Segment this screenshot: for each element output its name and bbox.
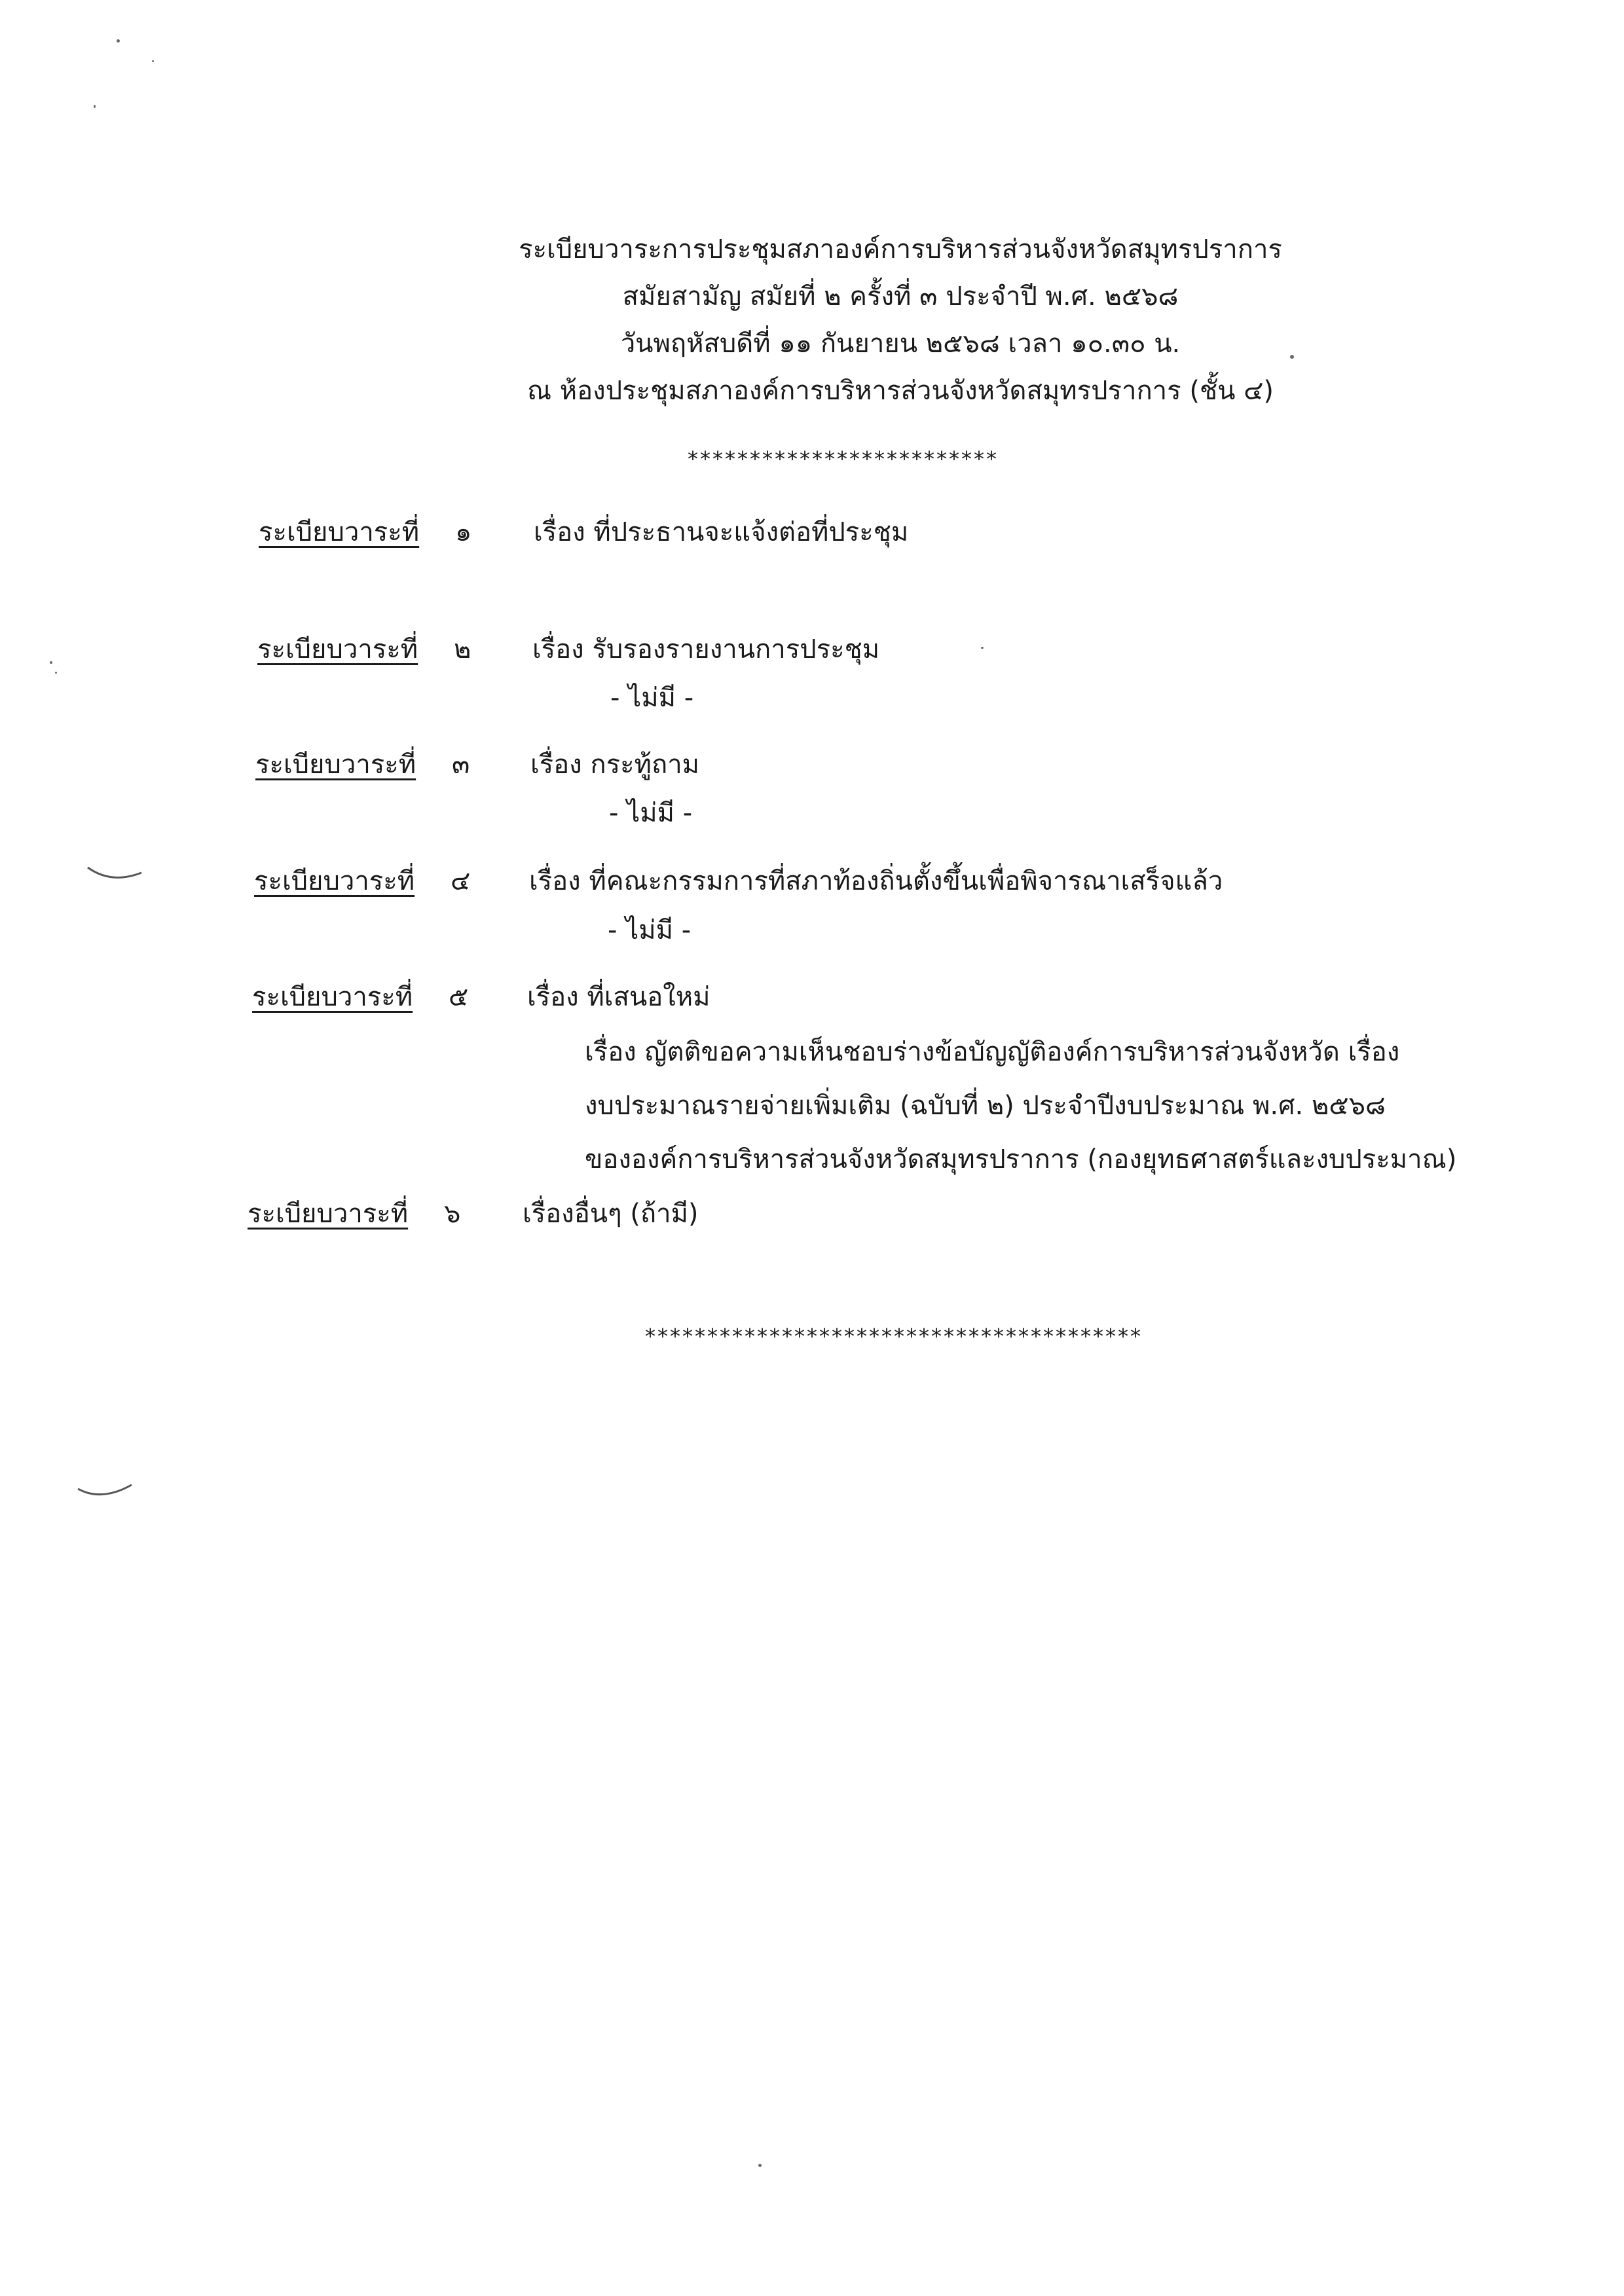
- header-session: สมัยสามัญ สมัยที่ ๒ ครั้งที่ ๓ ประจำปี พ.ศ. ๒๕๖๘: [622, 282, 1179, 312]
- separator-top: *************************: [688, 446, 999, 471]
- scan-speck: [152, 60, 154, 62]
- scan-speck: [758, 2164, 762, 2167]
- scan-speck: [55, 672, 57, 674]
- scan-speck: [117, 39, 120, 43]
- scan-artifact-curve: [75, 1478, 134, 1504]
- agenda-subject: เรื่อง กระทู้ถาม: [530, 750, 700, 780]
- agenda-5-detail-line: งบประมาณรายจ่ายเพิ่มเติม (ฉบับที่ ๒) ประจำปีงบประมาณ พ.ศ. ๒๕๖๘: [585, 1091, 1386, 1121]
- agenda-label: ระเบียบวาระที่: [255, 750, 416, 780]
- agenda-subject: เรื่องอื่นๆ (ถ้ามี): [523, 1199, 699, 1229]
- agenda-number: ๒: [454, 634, 471, 665]
- header-venue: ณ ห้องประชุมสภาองค์การบริหารส่วนจังหวัดสมุทรปราการ (ชั้น ๔): [526, 376, 1274, 406]
- agenda-5-detail-line: ขององค์การบริหารส่วนจังหวัดสมุทรปราการ (กองยุทธศาสตร์และงบประมาณ): [585, 1144, 1457, 1175]
- agenda-note-2: - ไม่มี -: [610, 683, 694, 713]
- agenda-number: ๕: [449, 982, 469, 1012]
- agenda-subject: เรื่อง ที่คณะกรรมการที่สภาท้องถิ่นตั้งขึ้นเพื่อพิจารณาเสร็จแล้ว: [529, 866, 1223, 896]
- scan-speck: [981, 647, 984, 649]
- agenda-subject: เรื่อง รับรองรายงานการประชุม: [532, 634, 880, 665]
- agenda-5-detail-line: เรื่อง ญัตติขอความเห็นชอบร่างข้อบัญญัติองค์การบริหารส่วนจังหวัด เรื่อง: [585, 1037, 1400, 1067]
- header-title: ระเบียบวาระการประชุมสภาองค์การบริหารส่วนจังหวัดสมุทรปราการ: [519, 234, 1282, 264]
- agenda-number: ๑: [455, 517, 472, 547]
- scan-speck: [50, 661, 52, 664]
- agenda-number: ๔: [451, 866, 471, 896]
- scan-artifact-curve: [85, 861, 144, 887]
- agenda-subject: เรื่อง ที่ประธานจะแจ้งต่อที่ประชุม: [534, 517, 909, 547]
- agenda-note-4: - ไม่มี -: [608, 915, 692, 945]
- agenda-label: ระเบียบวาระที่: [257, 634, 418, 665]
- scan-speck: [94, 105, 96, 108]
- agenda-note-3: - ไม่มี -: [609, 798, 693, 828]
- header-date-time: วันพฤหัสบดีที่ ๑๑ กันยายน ๒๕๖๘ เวลา ๑๐.๓๐ น.: [620, 329, 1181, 359]
- agenda-label: ระเบียบวาระที่: [259, 517, 420, 547]
- agenda-label: ระเบียบวาระที่: [252, 982, 413, 1012]
- agenda-number: ๓: [452, 750, 470, 780]
- agenda-label: ระเบียบวาระที่: [248, 1199, 409, 1229]
- agenda-number: ๖: [444, 1199, 461, 1229]
- document-header: [458, 226, 1342, 414]
- separator-bottom: ****************************************: [645, 1324, 1143, 1349]
- agenda-subject: เรื่อง ที่เสนอใหม่: [527, 982, 710, 1012]
- agenda-label: ระเบียบวาระที่: [254, 866, 415, 896]
